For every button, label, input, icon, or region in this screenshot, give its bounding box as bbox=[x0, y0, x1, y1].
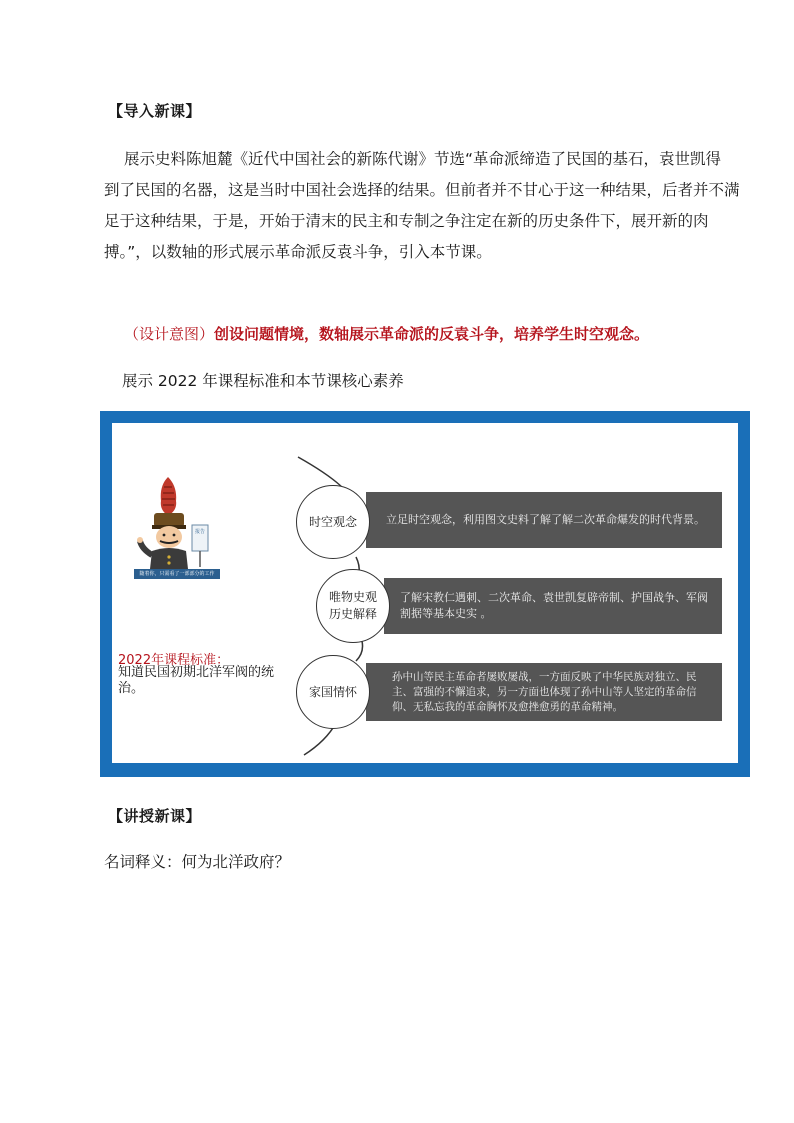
cartoon-sign-text: 报告 bbox=[194, 529, 205, 535]
literacy-band-3 bbox=[366, 663, 722, 721]
intro-line-1: 展示史料陈旭麓《近代中国社会的新陈代谢》节选“革命派缔造了民国的基石，袁世凯得 bbox=[124, 150, 722, 168]
intro-line-2: 到了民国的名器，这是当时中国社会选择的结果。但前者并不甘心于这一种结果，后者并不满 bbox=[104, 181, 740, 199]
literacy-label-2a: 唯物史观 bbox=[328, 590, 377, 604]
intro-heading: 【导入新课】 bbox=[108, 102, 202, 120]
lecture-heading: 【讲授新课】 bbox=[108, 807, 202, 825]
cartoon-caption: 随着你，只需看了一部部分的工作 bbox=[139, 571, 215, 577]
figure-canvas bbox=[112, 423, 738, 763]
standard-title: 2022年课程标准： bbox=[118, 653, 230, 668]
standard-body: 知道民国初期北洋军阀的统治。 bbox=[118, 665, 275, 696]
literacy-label-1: 时空观念 bbox=[308, 514, 357, 529]
literacy-desc-1: 立足时空观念，利用图文史料了解了解二次革命爆发的时代背景。 bbox=[386, 513, 705, 526]
literacy-desc-3: 孙中山等民主革命者屡败屡战，一方面反映了中华民族对独立、民主、富强的不懈追求，另一方面也体现了孙中山等人坚定的革命信仰、无私忘我的革命胸怀及愈挫愈勇的革命精神。 bbox=[392, 670, 697, 713]
literacy-band-1 bbox=[366, 492, 722, 548]
cartoon-figure-icon bbox=[130, 475, 226, 581]
literacy-label-3: 家国情怀 bbox=[308, 684, 357, 699]
literacy-circle-3 bbox=[296, 655, 370, 729]
term-question: 名词释义：何为北洋政府？ bbox=[104, 853, 291, 871]
show-standards-line: 展示 2022 年课程标准和本节课核心素养 bbox=[122, 372, 404, 390]
literacy-circle-1 bbox=[296, 485, 370, 559]
design-note-lead: （设计意图） bbox=[124, 325, 215, 343]
intro-line-3: 足于这种结果，于是，开始于清末的民主和专制之争注定在新的历史条件下，展开新的肉 bbox=[104, 212, 709, 230]
literacy-desc-2: 了解宋教仁遇刺、二次革命、袁世凯复辟帝制、护国战争、军阀割据等基本史实 。 bbox=[400, 591, 708, 620]
design-note-text: 创设问题情境，数轴展示革命派的反袁斗争，培养学生时空观念。 bbox=[214, 325, 650, 343]
intro-line-4: 搏。”，以数轴的形式展示革命派反袁斗争，引入本节课。 bbox=[104, 243, 492, 261]
literacy-band-2 bbox=[384, 578, 722, 634]
design-note bbox=[124, 323, 649, 344]
literacy-figure bbox=[100, 411, 750, 777]
literacy-label-2b: 历史解释 bbox=[328, 607, 377, 621]
literacy-circle-2 bbox=[316, 569, 390, 643]
